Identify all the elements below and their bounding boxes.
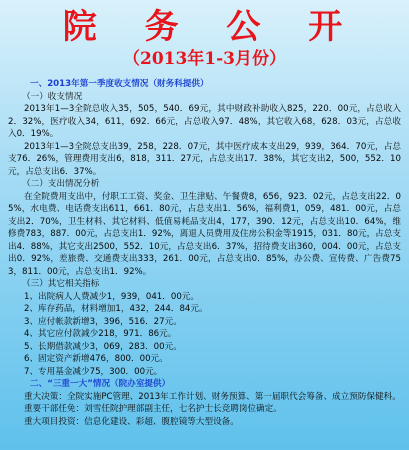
paragraph-major-decisions: 重大决策：全院实施PC管理、2013年工作计划、财务预算、第一届职代会筹备、成立预防保健科。: [24, 391, 401, 402]
paragraph-major-investments: 重大项目投资：信息化建设、彩超、腹腔镜等大型设备。: [24, 416, 239, 427]
indicator-item: 4、其它应付款减少218，971．86元。: [24, 329, 177, 339]
announcement-body: [8, 78, 401, 428]
paragraph-cadre-appointments: 重要干部任免：刘雪任院护理部副主任，七名护士长竞聘岗位确定。: [24, 404, 282, 414]
section-heading-finance: 一、2013年第一季度收支情况（财务科提供）: [30, 79, 209, 89]
subheading-expense-analysis: （二）支出情况分析: [22, 179, 100, 189]
subheading-other-indicators: （三）其它相关指标: [22, 279, 100, 289]
subheading-income-expense: （一）收支情况: [22, 91, 83, 102]
paragraph-expense-analysis: 在全院费用支出中，付职工工资、奖金、卫生津贴、午餐费8，656，923．02元，占总支出22．05%，水电费、电话费支出611，661．80元，占总支出1．56%，福利费1，059，481．00元，占总支出2．70%，卫生材料、其它材料、低值易耗品支出4，177，390．12元，占总支出10．64%，维修费783，887．00元，占总支出1．92%，离退人员费用及住房公积金等1915，031．80元，占总支出4．88%，其它支出2500，552．10元，占总支出6．37%，招待费支出360，004．00元，占总支出0．92%，差旅费、交通费支出333，261．00元，占总支出0．85%，办公费、宣传费、广告费753，811．00元，占总支出1．92%。: [8, 191, 401, 277]
indicator-item: 3、应付帐款新增3，396，516．27元。: [24, 316, 182, 327]
indicator-item: 2、库存药品，材料增加1，432，244．84元。: [24, 304, 208, 314]
indicator-item: 7、专用基金减少75，300．00元。: [24, 366, 163, 377]
page-title: 院 务 公 开: [62, 7, 361, 47]
indicator-item: 5、长期借款减少3，069，283．00元。: [24, 341, 182, 352]
page-subtitle: （2013年1-3月份）: [122, 49, 287, 69]
paragraph-expense: 2013年1—3全院总支出39，258，228．07元，其中医疗成本支出29，939，364．70元，占总支76．26%，管理费用支出6，818，311．27元，占总支出17．38%，其它支出2，500，552．10元，占总支出6．37%。: [8, 141, 401, 177]
section-heading-major-issues: 二、“三重一大”情况（院办室提供）: [30, 379, 171, 389]
indicator-item: 1、出院病人人费减少1，939，041．00元。: [24, 291, 199, 302]
indicator-item: 6、固定资产新增476，800．00元。: [24, 354, 168, 364]
paragraph-income: 2013年1—3全院总收入35，505，540．69元，其中财政补助收入825，220．00元，占总收入2．32%，医疗收入34，611，692．66元，占总收入97．48%，其它收入68，628．03元，占总收入0．19%。: [8, 104, 401, 139]
